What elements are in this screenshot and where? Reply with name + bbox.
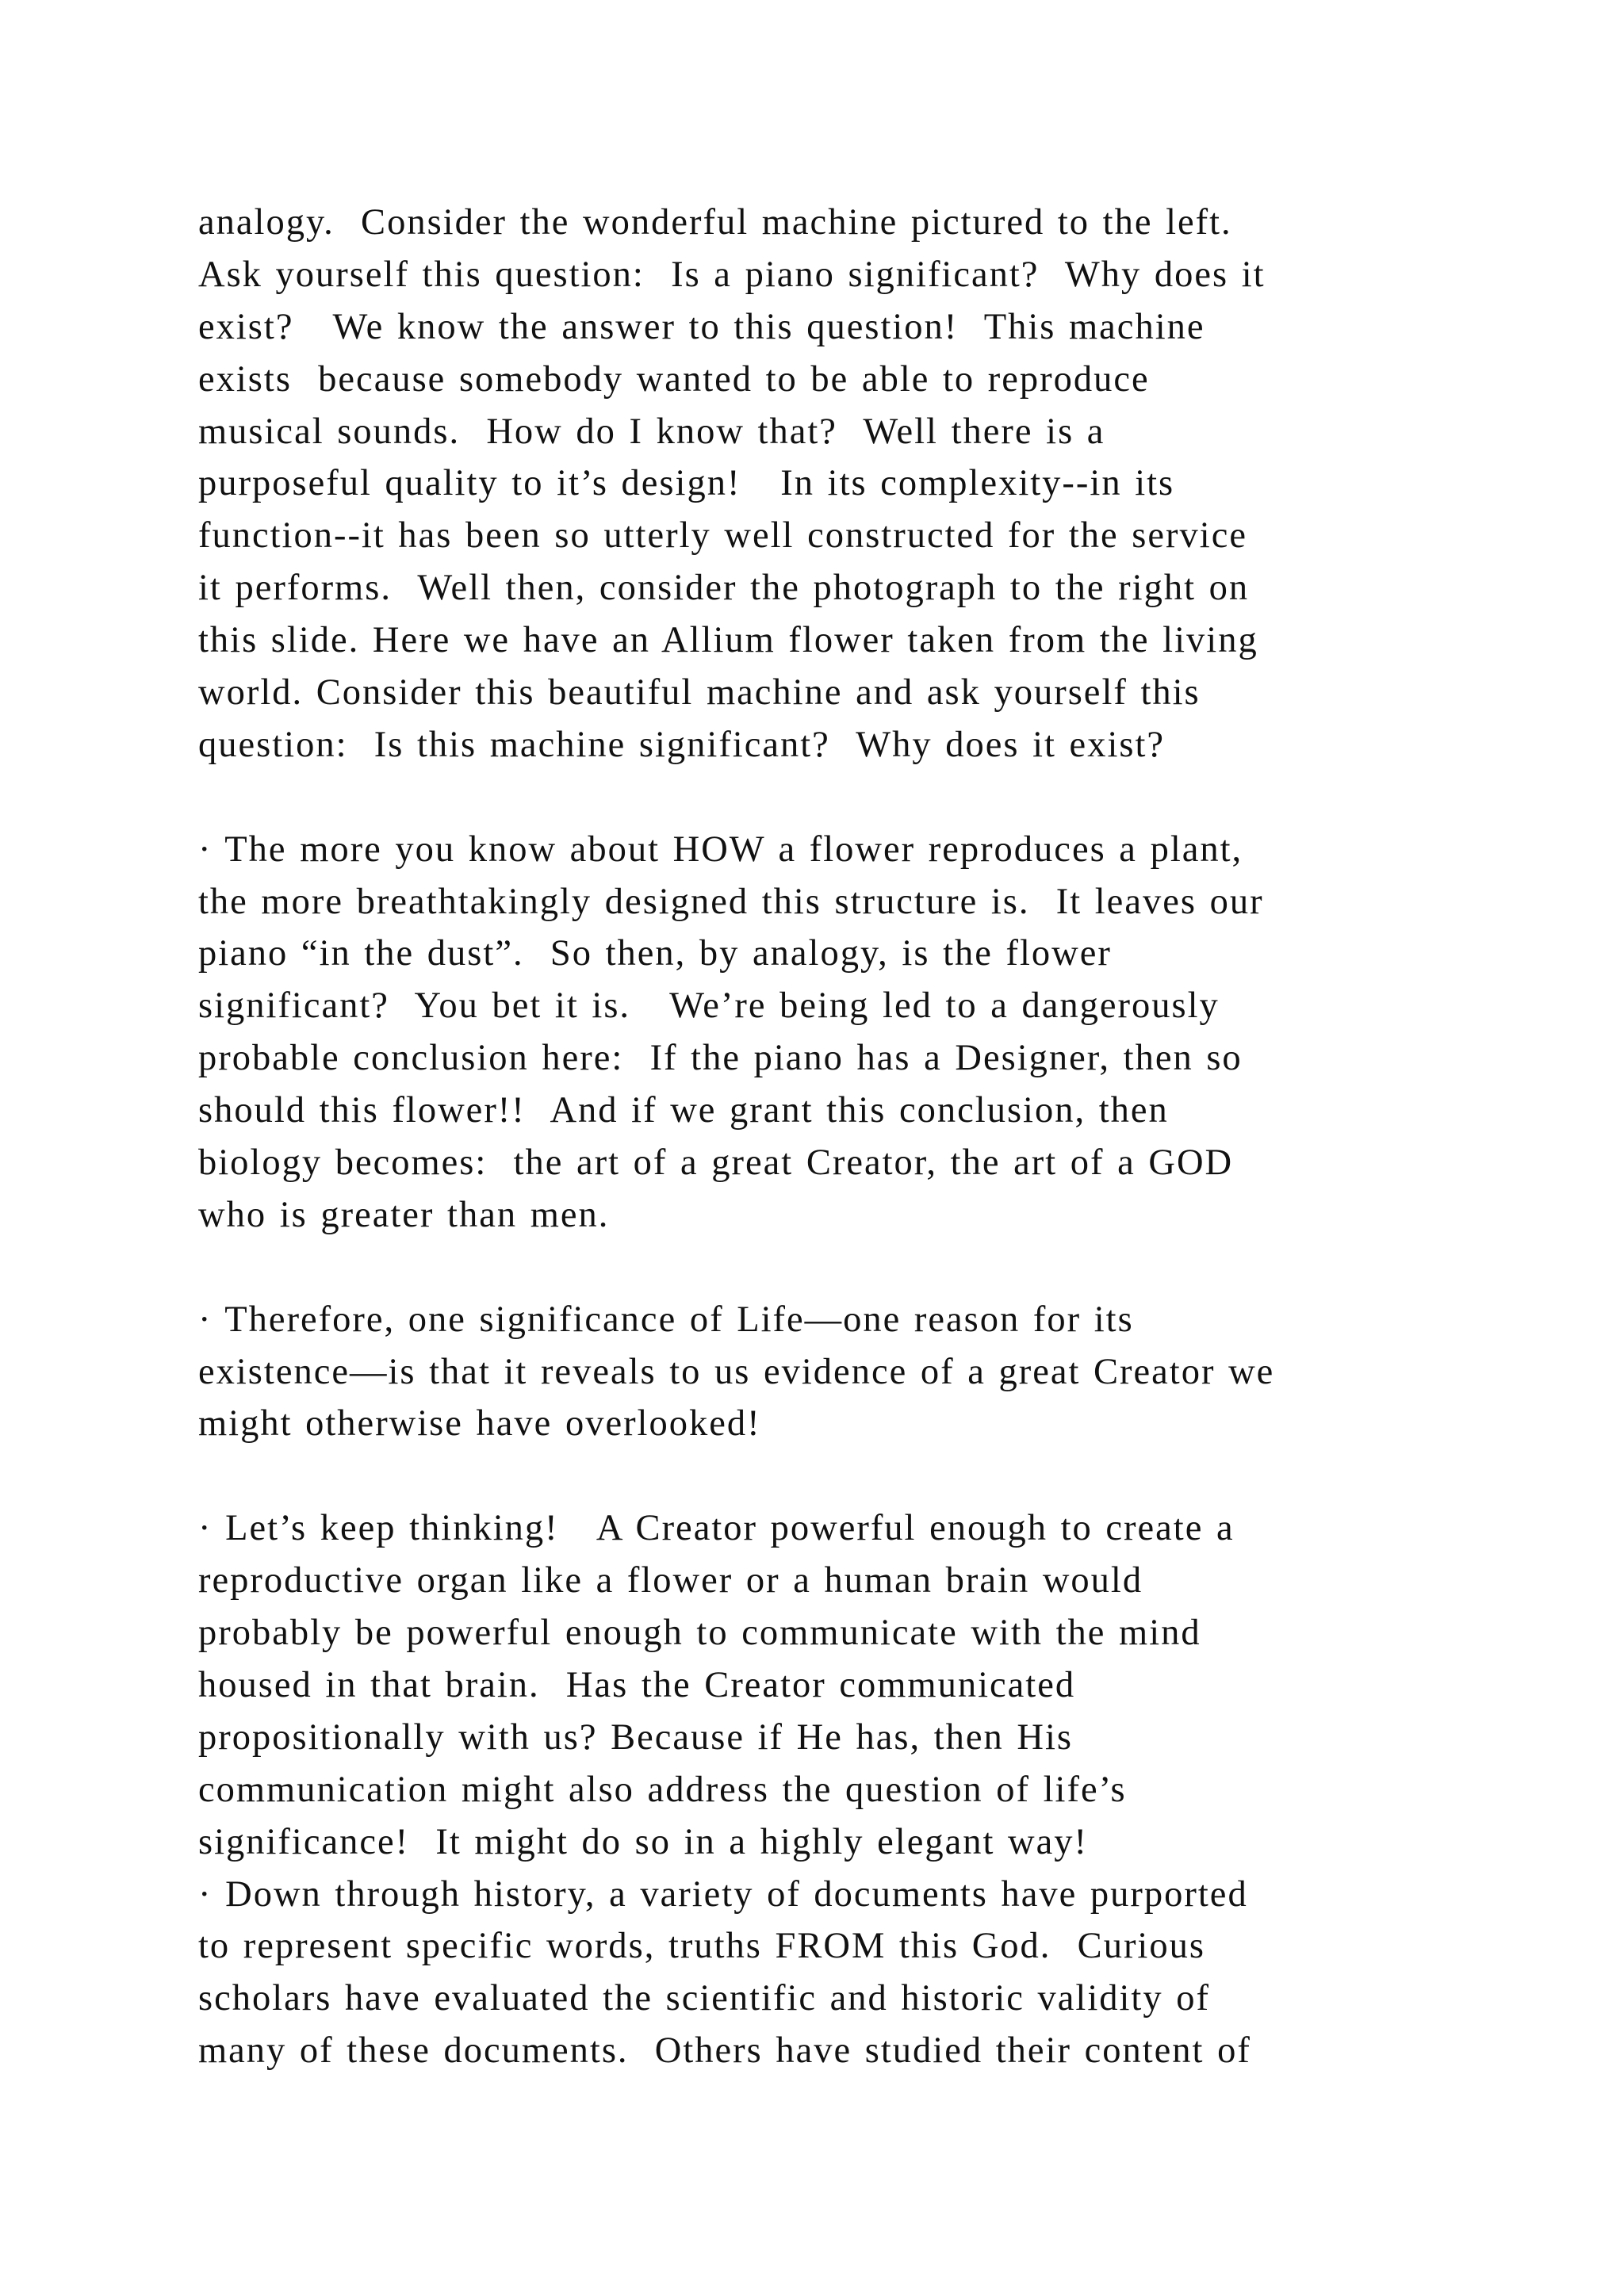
text-line: probable conclusion here: If the piano has a Designer, then so xyxy=(198,1038,1243,1079)
text-line: significant? You bet it is. We’re being led to a dangerously xyxy=(198,985,1220,1027)
text-line: who is greater than men. xyxy=(198,1194,610,1235)
text-line: piano “in the dust”. So then, by analogy, is the flower xyxy=(198,933,1112,974)
text-line: communication might also address the question of life’s xyxy=(198,1769,1127,1810)
text-line: existence—is that it reveals to us evidence of a great Creator we xyxy=(198,1351,1275,1392)
text-line: scholars have evaluated the scientific and historic validity of xyxy=(198,1978,1210,2019)
text-line: it performs. Well then, consider the photograph to the right on xyxy=(198,568,1250,609)
text-line: · Therefore, one significance of Life—one reason for its xyxy=(198,1299,1134,1340)
text-line: might otherwise have overlooked! xyxy=(198,1403,761,1445)
body-text xyxy=(198,197,1546,2077)
text-line: · Let’s keep thinking! A Creator powerful enough to create a xyxy=(198,1508,1235,1549)
text-line: · Down through history, a variety of documents have purported xyxy=(198,1873,1248,1915)
text-line: should this flower!! And if we grant this conclusion, then xyxy=(198,1090,1169,1131)
text-line: reproductive organ like a flower or a human brain would xyxy=(198,1560,1143,1601)
paragraph-1 xyxy=(198,197,1546,771)
text-line: Ask yourself this question: Is a piano significant? Why does it xyxy=(198,254,1266,295)
text-line: propositionally with us? Because if He has, then His xyxy=(198,1716,1074,1758)
text-line: this slide. Here we have an Allium flower taken from the living xyxy=(198,620,1258,661)
text-line: exist? We know the answer to this question! This machine xyxy=(198,306,1205,347)
text-line: world. Consider this beautiful machine and ask yourself this xyxy=(198,672,1201,714)
paragraph-gap xyxy=(198,1450,1546,1502)
text-line: the more breathtakingly designed this structure is. It leaves our xyxy=(198,881,1264,922)
paragraph-4 xyxy=(198,1502,1546,2077)
paragraph-3 xyxy=(198,1294,1546,1451)
text-line: biology becomes: the art of a great Creator, the art of a GOD xyxy=(198,1142,1234,1184)
text-line: to represent specific words, truths FROM this God. Curious xyxy=(198,1926,1205,1967)
text-line: · The more you know about HOW a flower reproduces a plant, xyxy=(198,828,1243,870)
paragraph-gap xyxy=(198,771,1546,824)
text-line: significance! It might do so in a highly elegant way! xyxy=(198,1821,1088,1862)
text-line: purposeful quality to it’s design! In its complexity--in its xyxy=(198,463,1175,504)
text-line: probably be powerful enough to communicate with the mind xyxy=(198,1613,1201,1654)
text-line: exists because somebody wanted to be able to reproduce xyxy=(198,358,1150,400)
text-line: musical sounds. How do I know that? Well there is a xyxy=(198,411,1105,452)
text-line: housed in that brain. Has the Creator communicated xyxy=(198,1664,1076,1705)
text-line: analogy. Consider the wonderful machine pictured to the left. xyxy=(198,202,1232,243)
paragraph-gap xyxy=(198,1242,1546,1294)
text-line: function--it has been so utterly well constructed for the service xyxy=(198,515,1247,557)
paragraph-2 xyxy=(198,824,1546,1242)
text-line: many of these documents. Others have studied their content of xyxy=(198,2030,1251,2072)
text-line: question: Is this machine significant? Why does it exist? xyxy=(198,724,1166,765)
